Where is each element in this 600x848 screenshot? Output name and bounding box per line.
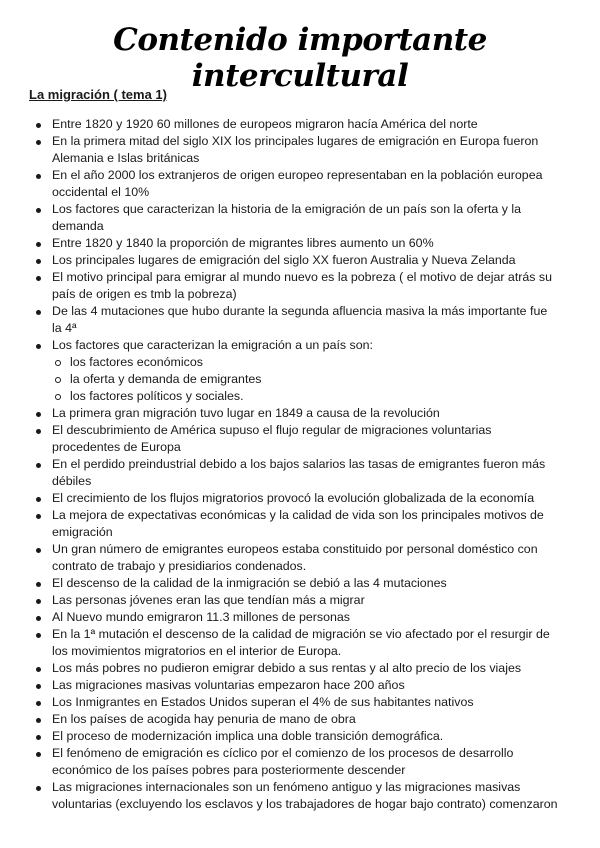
sub-list-item: los factores económicos (52, 354, 560, 371)
list-item-text: En el año 2000 los extranjeros de origen europeo representaban en la población europea occidental el 10% (52, 168, 543, 199)
list-item (0, 201, 560, 235)
list-item (0, 405, 560, 422)
list-item-text: En el perdido preindustrial debido a los bajos salarios las tasas de emigrantes fueron más débiles (52, 457, 546, 488)
list-item (0, 133, 560, 167)
list-item (0, 507, 560, 541)
list-item-text: Entre 1820 y 1840 la proporción de migrantes libres aumento un 60% (52, 236, 434, 250)
list-item (0, 609, 560, 626)
list-item (0, 728, 560, 745)
list-item-text: Los principales lugares de emigración del siglo XX fueron Australia y Nueva Zelanda (52, 253, 516, 267)
list-item (0, 541, 560, 575)
list-item (0, 779, 560, 813)
list-item-text: El proceso de modernización implica una doble transición demográfica. (52, 729, 444, 743)
section-heading: La migración ( tema 1) (29, 87, 167, 102)
list-item (0, 269, 560, 303)
list-item-text: El motivo principal para emigrar al mundo nuevo es la pobreza ( el motivo de dejar atrás su país de origen es tmb la pobreza) (52, 270, 553, 301)
list-item (0, 694, 560, 711)
list-item-text: El descubrimiento de América supuso el flujo regular de migraciones voluntarias procedentes de Europa (52, 423, 492, 454)
list-item (0, 660, 560, 677)
list-item (0, 337, 560, 405)
list-item-text: Las migraciones masivas voluntarias empezaron hace 200 años (52, 678, 405, 692)
list-item-text: Los más pobres no pudieron emigrar debido a sus rentas y al alto precio de los viajes (52, 661, 522, 675)
list-item-text: En los países de acogida hay penuria de mano de obra (52, 712, 356, 726)
list-item-text: La mejora de expectativas económicas y la calidad de vida son los principales motivos de emigración (52, 508, 544, 539)
list-item (0, 235, 560, 252)
list-item (0, 745, 560, 779)
list-item (0, 167, 560, 201)
list-item (0, 711, 560, 728)
list-item (0, 456, 560, 490)
sub-list-item: la oferta y demanda de emigrantes (52, 371, 560, 388)
list-item-text: Las personas jóvenes eran las que tendían más a migrar (52, 593, 365, 607)
list-item (0, 575, 560, 592)
list-item-text: El fenómeno de emigración es cíclico por el comienzo de los procesos de desarrollo económico de los países pobres para posteriormente descender (52, 746, 514, 777)
list-item-text: El descenso de la calidad de la inmigración se debió a las 4 mutaciones (52, 576, 447, 590)
list-item (0, 677, 560, 694)
list-item (0, 490, 560, 507)
list-item-text: Al Nuevo mundo emigraron 11.3 millones de personas (52, 610, 350, 624)
list-item-text: Las migraciones internacionales son un fenómeno antiguo y las migraciones masivas voluntarias (excluyendo los esclavos y los trabajadores de hogar bajo contrato) comenzaron (52, 780, 558, 811)
list-item (0, 116, 560, 133)
bullet-list (0, 116, 600, 813)
list-item (0, 303, 560, 337)
list-item-text: De las 4 mutaciones que hubo durante la segunda afluencia masiva la más importante fue la 4ª (52, 304, 548, 335)
list-item-text: La primera gran migración tuvo lugar en 1849 a causa de la revolución (52, 406, 440, 420)
list-item (0, 592, 560, 609)
sub-list-item: los factores políticos y sociales. (52, 388, 560, 405)
list-item (0, 626, 560, 660)
list-item-text: Entre 1820 y 1920 60 millones de europeos migraron hacía América del norte (52, 117, 478, 131)
list-item-text: Los factores que caracterizan la emigración a un país son: (52, 338, 373, 352)
document-title: Contenido importante intercultural (113, 22, 487, 94)
list-item-text: En la 1ª mutación el descenso de la calidad de migración se vio afectado por el resurgir de los movimientos migratorios en el interior de Europa. (52, 627, 550, 658)
list-item-text: En la primera mitad del siglo XIX los principales lugares de emigración en Europa fueron Alemania e Islas británicas (52, 134, 539, 165)
list-item-text: Los factores que caracterizan la historia de la emigración de un país son la oferta y la demanda (52, 202, 522, 233)
list-item-text: Un gran número de emigrantes europeos estaba constituido por personal doméstico con contrato de trabajo y presidiarios condenados. (52, 542, 538, 573)
list-item (0, 252, 560, 269)
list-item-text: El crecimiento de los flujos migratorios provocó la evolución globalizada de la economía (52, 491, 535, 505)
list-item-text: Los Inmigrantes en Estados Unidos superan el 4% de sus habitantes nativos (52, 695, 474, 709)
sub-list (52, 354, 560, 405)
list-item (0, 422, 560, 456)
